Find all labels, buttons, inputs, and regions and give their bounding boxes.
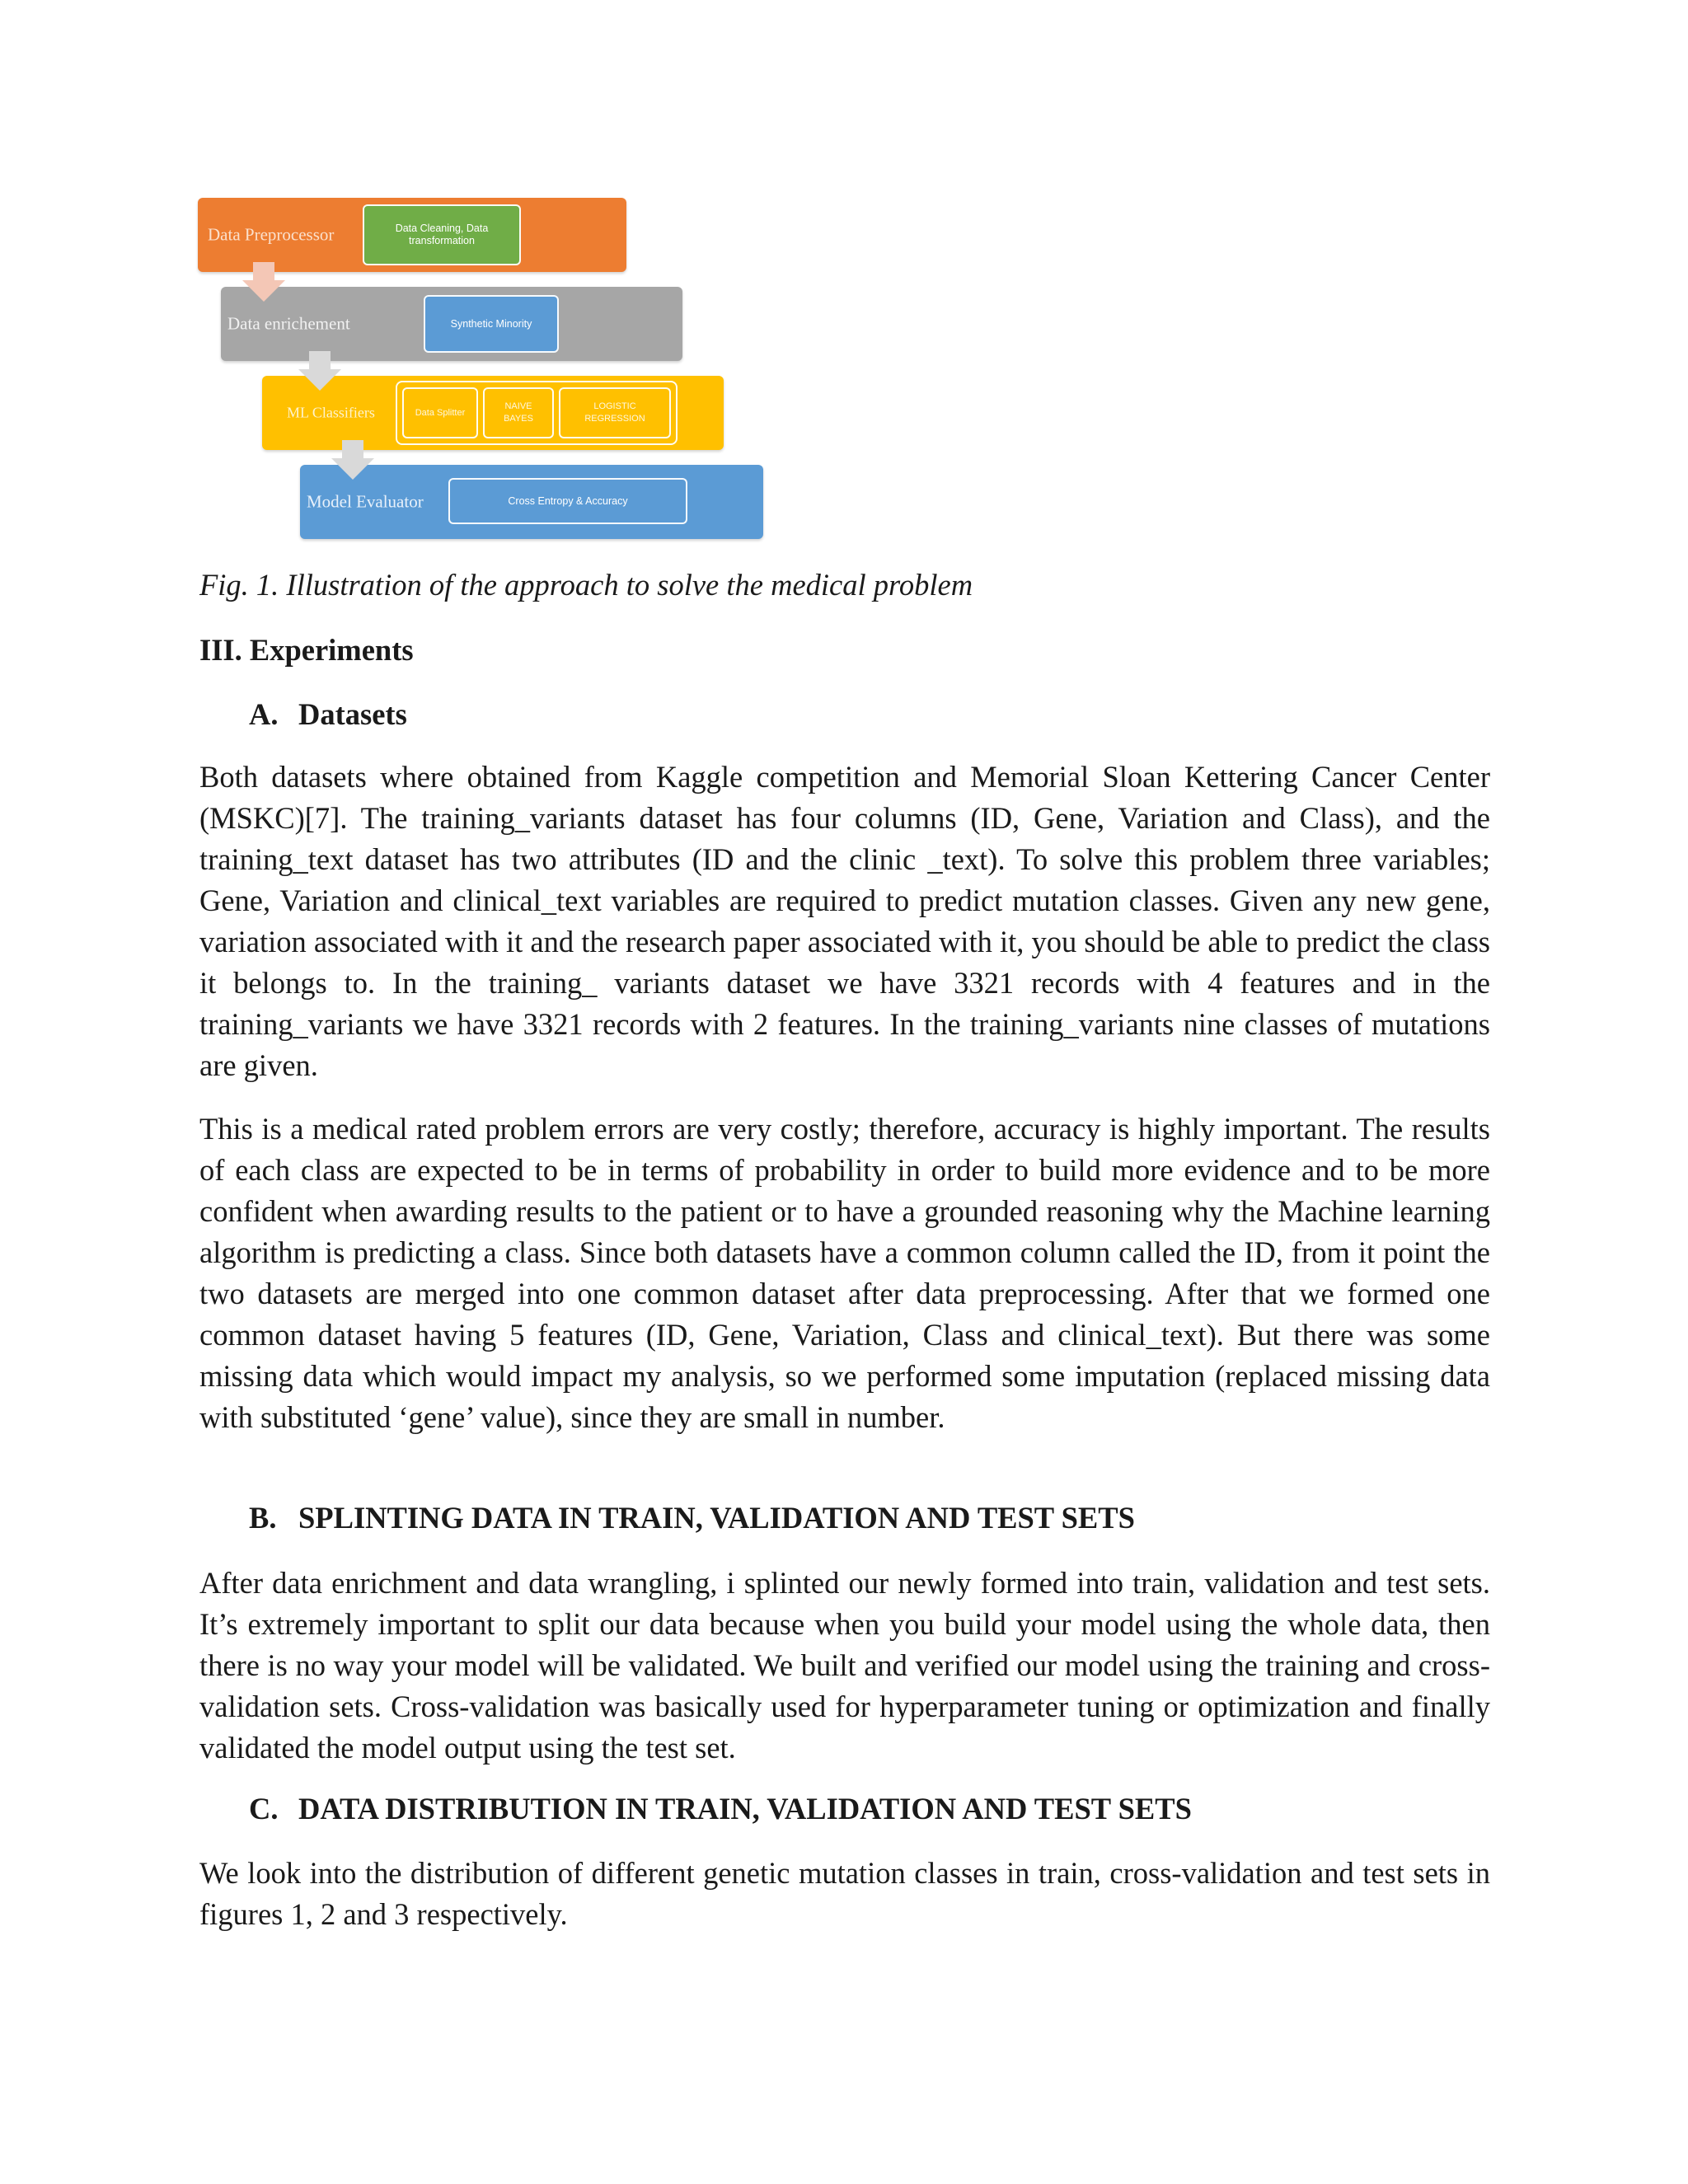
subsection-heading-datasets: [249, 694, 1485, 735]
paragraph-datasets-2: This is a medical rated problem errors are very costly; therefore, accuracy is highly important. The results of each class are expected to be in terms of probability in order to build more evidence and to be more confident when awarding results to the patient or to have a grounded reasoning why the Machine learning algorithm is predicting a class. Since both datasets have a common column called the ID, from it point the two datasets are merged into one common dataset after data preprocessing. After that we formed one common dataset having 5 features (ID, Gene, Variation, Class and clinical_text). But there was some missing data which would impact my analysis, so we performed some imputation (replaced missing data with substituted ‘gene’ value), since they are small in number.: [199, 1112, 1490, 1434]
figure-caption: Fig. 1. Illustration of the approach to solve the medical problem: [199, 568, 973, 602]
paragraph-datasets-1: Both datasets where obtained from Kaggle competition and Memorial Sloan Kettering Cancer Center (MSKC)[7]. The training_variants dataset has four columns (ID, Gene, Variation and Class), and the training_text dataset has two attributes (ID and the clinic _text). To solve this problem three variables; Gene, Variation and clinical_text variables are required to predict mutation classes. Given any new gene, variation associated with it and the research paper associated with it, you should be able to predict the class it belongs to. In the training_ variants dataset we have 3321 records with 4 features and in the training_variants we have 3321 records with 2 features. In the training_variants nine classes of mutations are given.: [199, 760, 1490, 1082]
stage-label: Data Preprocessor: [208, 224, 335, 245]
subsection-title: Datasets: [298, 697, 407, 731]
subsection-marker: B.: [249, 1501, 277, 1535]
stage-label: Model Evaluator: [307, 491, 424, 512]
cross-entropy-accuracy-box: Cross Entropy & Accuracy: [448, 478, 687, 524]
subsection-marker: C.: [249, 1792, 279, 1825]
paragraph-distribution: We look into the distribution of different genetic mutation classes in train, cross-validation and test sets in figures 1, 2 and 3 respectively.: [199, 1856, 1490, 1931]
subsection-heading-distribution: [249, 1788, 1485, 1830]
naive-bayes-box: NAIVE BAYES: [483, 387, 554, 438]
data-splitter-box: Data Splitter: [402, 387, 478, 438]
stage-label: Data enrichement: [227, 313, 350, 334]
subsection-title: SPLINTING DATA IN TRAIN, VALIDATION AND TEST SETS: [298, 1501, 1135, 1535]
approach-diagram: [198, 198, 775, 544]
subsection-title: DATA DISTRIBUTION IN TRAIN, VALIDATION AND TEST SETS: [298, 1792, 1192, 1825]
data-cleaning-box: Data Cleaning, Data transformation: [363, 204, 521, 265]
section-heading-experiments: III. Experiments: [199, 633, 414, 667]
subsection-marker: A.: [249, 697, 279, 731]
paragraph-splitting: After data enrichment and data wrangling, i splinted our newly formed into train, validation and test sets. It’s extremely important to split our data because when you build your model using the whole data, then there is no way your model will be validated. We built and verified our model using the training and cross-validation sets. Cross-validation was basically used for hyperparameter tuning or optimization and finally validated the model output using the test set.: [199, 1566, 1490, 1765]
stage-data-preprocessor: [198, 198, 626, 272]
synthetic-minority-box: Synthetic Minority: [424, 295, 559, 353]
logistic-regression-box: LOGISTIC REGRESSION: [559, 387, 671, 438]
stage-data-enrichment: [221, 287, 682, 361]
stage-label: ML Classifiers: [287, 404, 375, 421]
subsection-heading-splitting: [249, 1497, 1485, 1539]
